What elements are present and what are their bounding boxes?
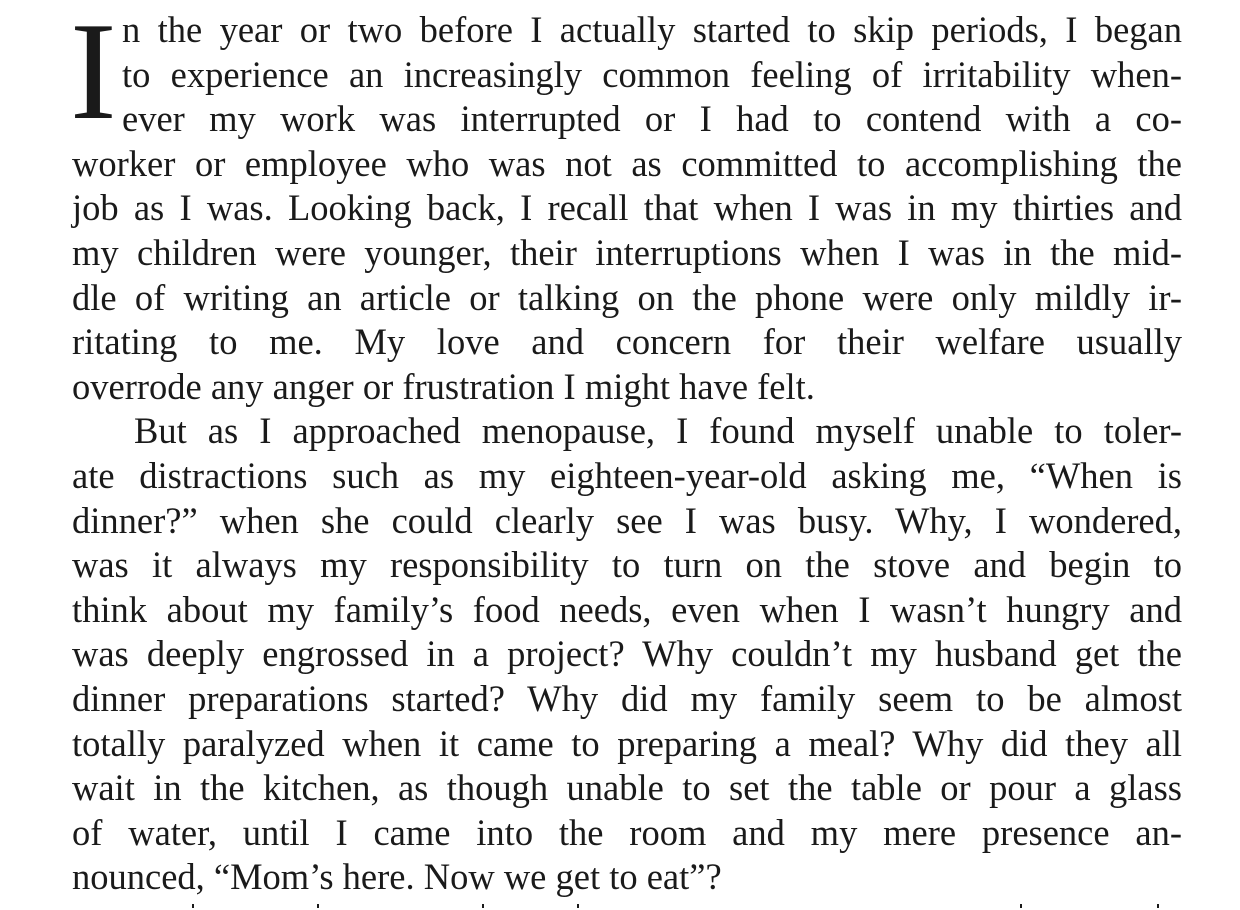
text-line: job as I was. Looking back, I recall that when I was in my thirties and: [72, 187, 1182, 229]
paragraph-2: [72, 409, 1182, 900]
text-line-indented: [72, 409, 1182, 454]
glyph-fragment: [482, 904, 484, 908]
text-line: overrode any anger or frustration I might have felt.: [72, 365, 815, 407]
book-page-text: [70, 0, 1182, 900]
cropped-next-line-fragment: [72, 904, 1182, 910]
glyph-fragment: [192, 904, 194, 908]
text-line: ate distractions such as my eighteen-year-old asking me, “When is: [72, 454, 1182, 496]
glyph-fragment: [317, 904, 319, 908]
text-line: ritating to me. My love and concern for their welfare usually: [72, 321, 1182, 363]
text-line: dinner preparations started? Why did my family seem to be almost: [72, 677, 1182, 719]
glyph-fragment: [577, 904, 579, 908]
text-line: my children were younger, their interruptions when I was in the mid-: [72, 231, 1182, 273]
text-line: of water, until I came into the room and my mere presence an-: [72, 811, 1182, 853]
text-line: wait in the kitchen, as though unable to set the table or pour a glass: [72, 767, 1182, 809]
text-line-content: But as I approached menopause, I found myself unable to toler-: [134, 410, 1182, 452]
drop-cap: I: [70, 0, 117, 149]
text-line: nounced, “Mom’s here. Now we get to eat”?: [72, 856, 722, 898]
text-line: ever my work was interrupted or I had to contend with a co-: [122, 98, 1182, 140]
glyph-fragment: [1157, 904, 1159, 908]
text-line: think about my family’s food needs, even when I wasn’t hungry and: [72, 588, 1182, 630]
text-line: dle of writing an article or talking on the phone were only mildly ir-: [72, 276, 1182, 318]
text-line: worker or employee who was not as committed to accomplishing the: [72, 142, 1182, 184]
text-line: was deeply engrossed in a project? Why couldn’t my husband get the: [72, 633, 1182, 675]
text-line: n the year or two before I actually started to skip periods, I began: [122, 9, 1182, 50]
text-line: dinner?” when she could clearly see I was busy. Why, I wondered,: [72, 499, 1182, 541]
paragraph-1: [70, 0, 1182, 409]
text-line: to experience an increasingly common feeling of irritability when-: [122, 53, 1182, 95]
text-line: was it always my responsibility to turn on the stove and begin to: [72, 544, 1182, 586]
glyph-fragment: [1020, 904, 1022, 908]
text-line: totally paralyzed when it came to preparing a meal? Why did they all: [72, 722, 1182, 764]
